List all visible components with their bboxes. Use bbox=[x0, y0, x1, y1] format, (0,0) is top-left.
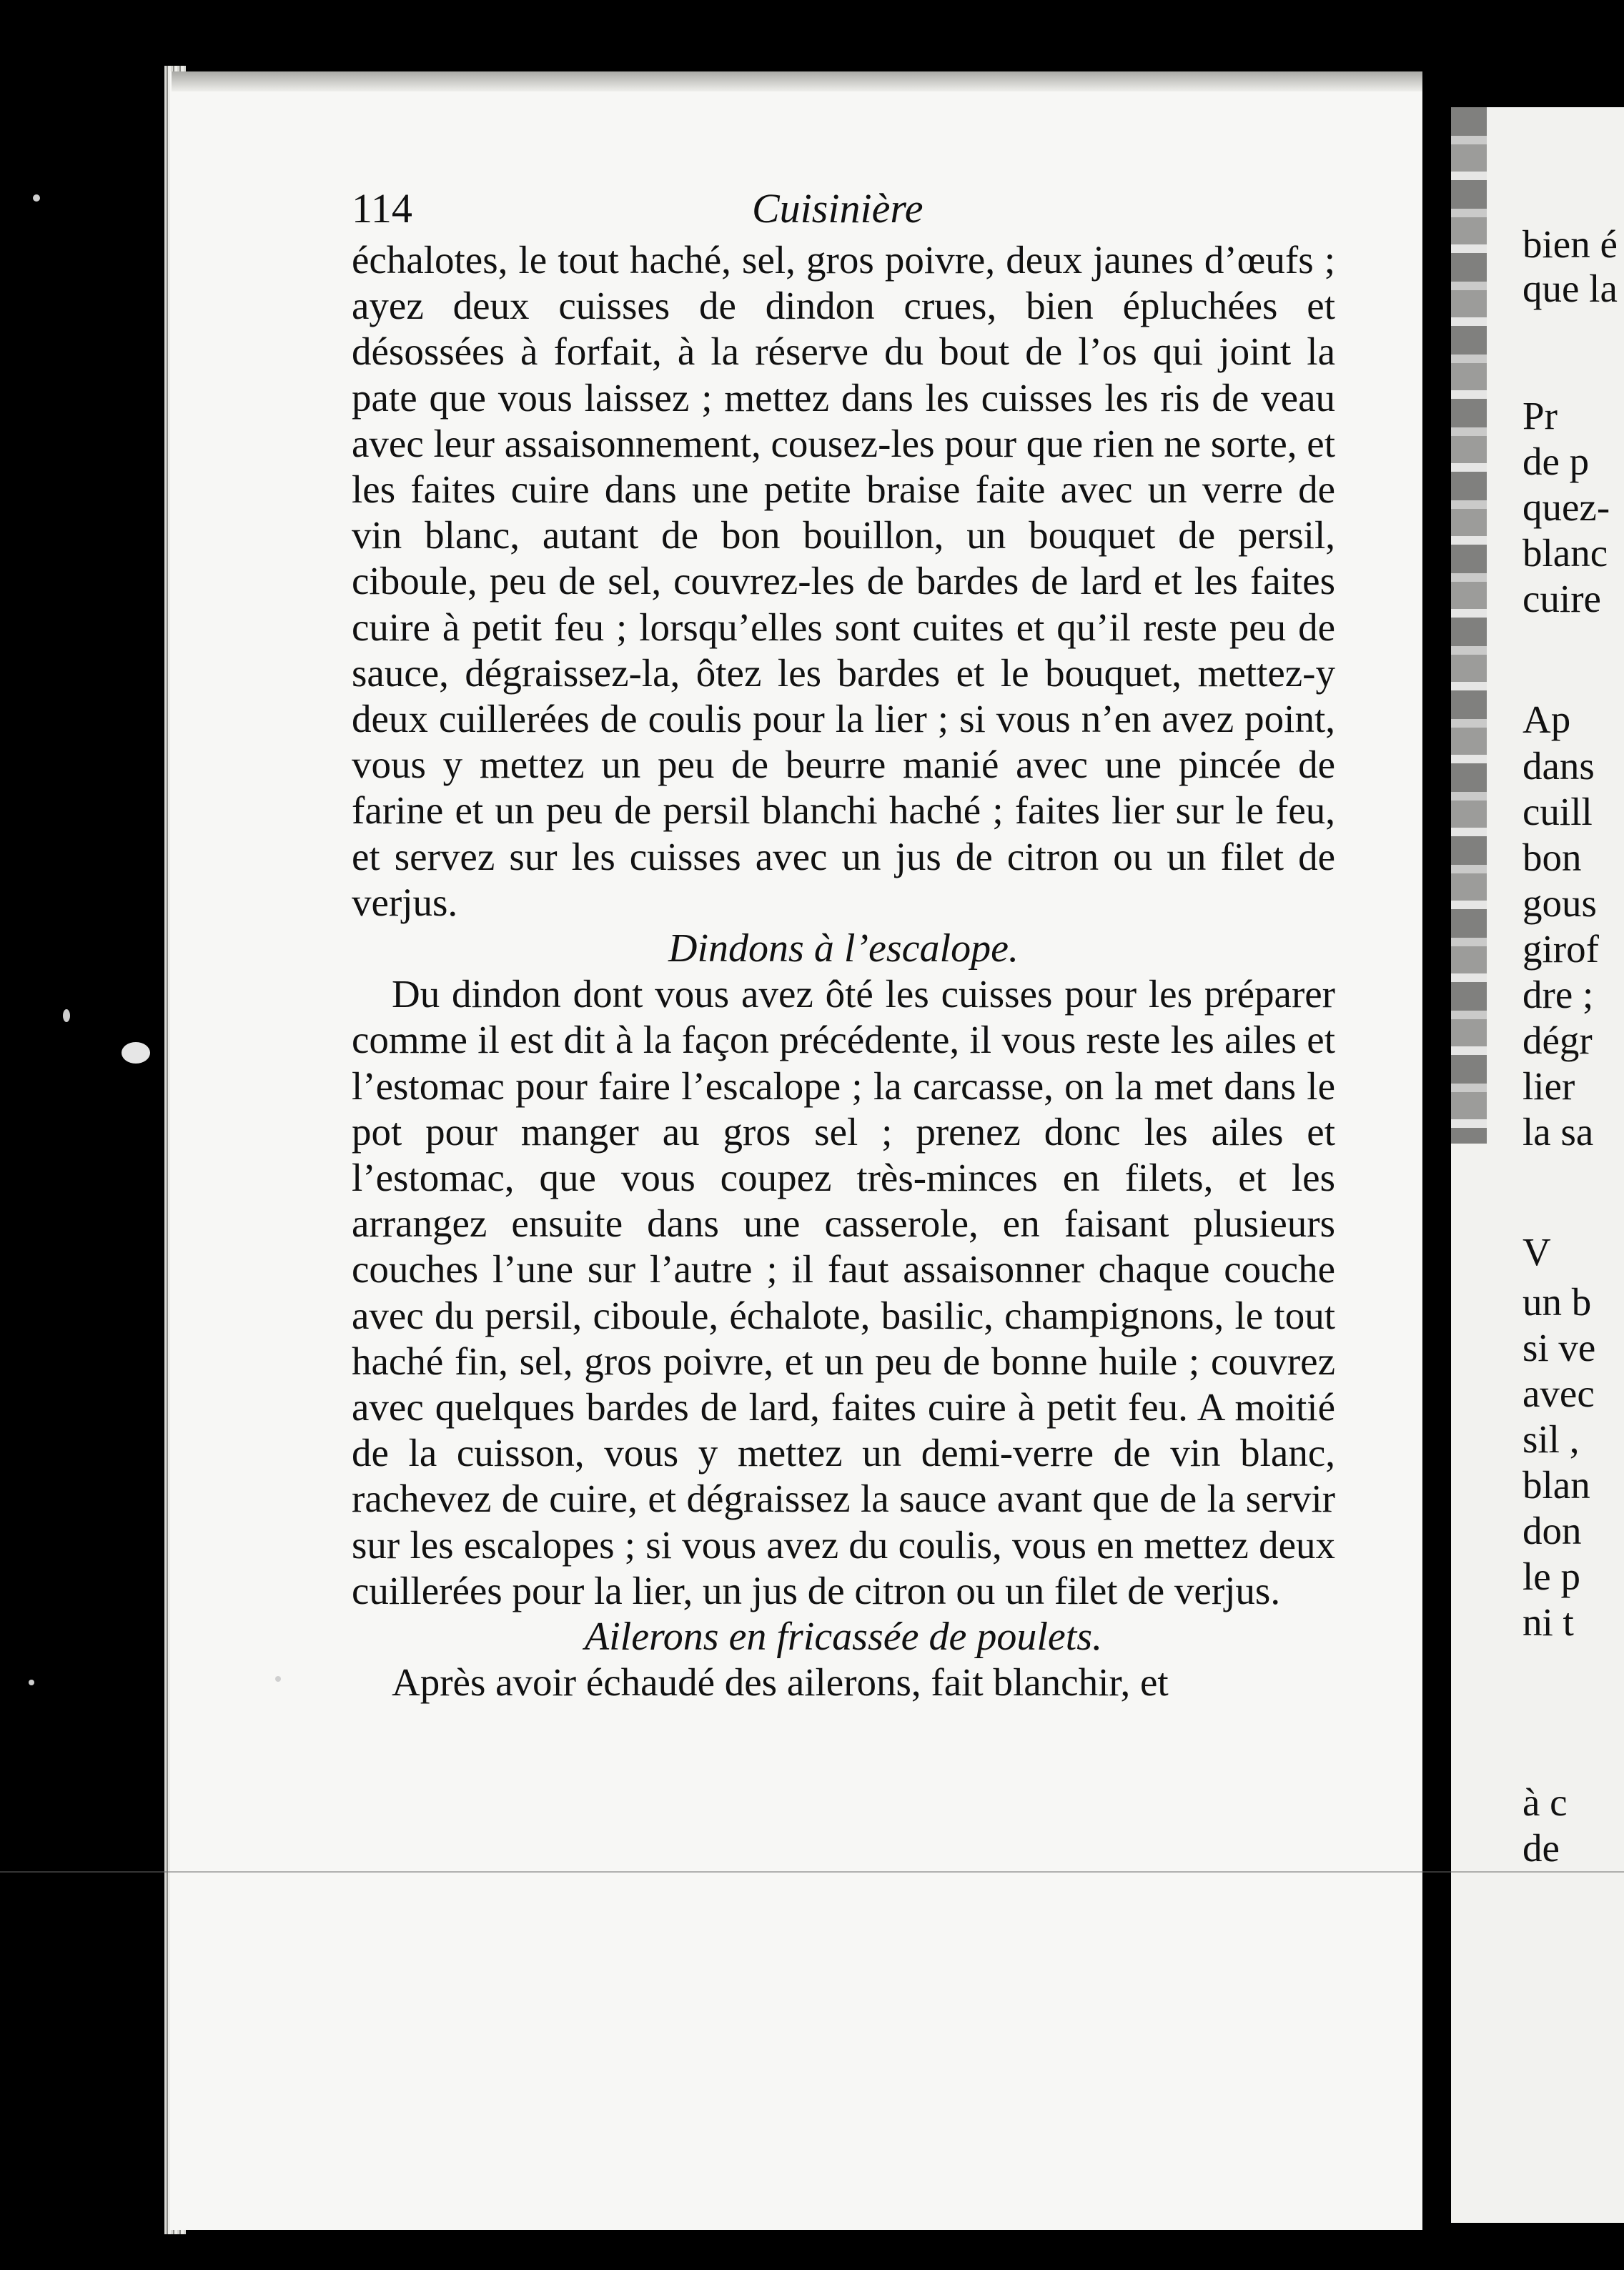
right-page-fragment: la sa bbox=[1522, 1110, 1594, 1154]
right-page-fragment: dégr bbox=[1522, 1018, 1593, 1062]
right-page-fragment: de bbox=[1522, 1826, 1560, 1870]
right-page-fragment: ni t bbox=[1522, 1600, 1574, 1644]
page-header bbox=[352, 184, 1335, 242]
section-heading-ailerons: Ailerons en fricassée de poulets. bbox=[584, 1615, 1103, 1660]
right-page-fragment: blanc bbox=[1522, 531, 1608, 575]
dust-speck bbox=[63, 1009, 70, 1022]
right-page-fragment: cuill bbox=[1522, 790, 1593, 833]
right-page-fragment: cuire bbox=[1522, 577, 1601, 620]
right-page-fragment: Ap bbox=[1522, 698, 1571, 741]
right-page-fragment: si ve bbox=[1522, 1326, 1596, 1369]
right-page-fragment: gous bbox=[1522, 881, 1597, 925]
page-top-edge bbox=[172, 71, 1422, 91]
torn-edge bbox=[1451, 107, 1487, 1144]
right-page-fragment: que la bbox=[1522, 267, 1618, 310]
right-page-fragment: bon bbox=[1522, 836, 1582, 879]
right-page-fragment: un b bbox=[1522, 1280, 1592, 1324]
right-page-fragment: blan bbox=[1522, 1463, 1590, 1507]
dust-speck bbox=[122, 1042, 150, 1064]
dust-speck bbox=[33, 194, 40, 202]
paragraph-ailerons: Après avoir échaudé des ailerons, fait blanchir, et bbox=[392, 1660, 1169, 1705]
paragraph-escalope: Du dindon dont vous avez ôté les cuisses pour les préparer comme il est dit à la façon précédente, il vous reste les ailes et l’estomac pour faire l’escalope ; la carcasse, on la met dans le pot pour manger au gros sel ; prenez donc les ailes et l’estomac, que vous coupez très-minces en filets, et les arrangez ensuite dans une casserole, en faisant plusieurs couches l’une sur l’autre ; il faut assaisonner chaque couche avec du persil, ciboule, échalote, basilic, champignons, le tout haché fin, sel, gros poivre, et un peu de bonne huile ; couvrez avec quelques bardes de lard, faites cuire à petit feu. A moitié de la cuisson, vous y mettez un demi-verre de vin blanc, rachevez de cuire, et dégraissez la sauce avant que de la servir sur les escalopes ; si vous avez du coulis, vous en mettez deux cuillerées pour la lier, un jus de citron ou un filet de verjus. bbox=[352, 972, 1335, 1612]
page-number: 114 bbox=[352, 185, 412, 232]
right-page-fragment: don bbox=[1522, 1509, 1582, 1552]
right-page-fragment: de p bbox=[1522, 440, 1590, 483]
right-page bbox=[1451, 107, 1624, 2223]
right-page-fragment: sil , bbox=[1522, 1417, 1580, 1461]
dust-speck bbox=[275, 1676, 281, 1682]
right-page-fragment: bien é bbox=[1522, 222, 1618, 266]
right-page-fragment: lier bbox=[1522, 1064, 1575, 1108]
paragraph-continuation: échalotes, le tout haché, sel, gros poivre, deux jaunes d’œufs ; ayez deux cuisses de dindon crues, bien épluchées et désossées à forfait, à la réserve du bout de l’os qui joint la pate que vous laissez ; mettez dans les cuisses les ris de veau avec leur assaisonnement, cousez-les pour que rien ne sorte, et les faites cuire dans une petite braise faite avec un verre de vin blanc, autant de bon bouillon, un bouquet de persil, ciboule, peu de sel, couvrez-les de bardes de lard et les faites cuire à petit feu ; lorsqu’elles sont cuites et qu’il reste peu de sauce, dégraissez-la, ôtez les bardes et le bouquet, mettez-y deux cuillerées de coulis pour la lier ; si vous n’en avez point, vous y mettez un peu de beurre manié avec une pincée de farine et un peu de persil blanchi haché ; faites lier sur le feu, et servez sur les cuisses avec un jus de citron ou un filet de verjus. bbox=[352, 238, 1335, 924]
right-page-fragment: Pr bbox=[1522, 394, 1558, 437]
section-heading-escalope: Dindons à l’escalope. bbox=[668, 926, 1019, 971]
page-body bbox=[352, 237, 1335, 1706]
right-page-fragment: dans bbox=[1522, 744, 1595, 788]
scan-line bbox=[0, 1871, 1624, 1873]
right-page-fragment: V bbox=[1522, 1230, 1551, 1274]
right-page-fragment: avec bbox=[1522, 1372, 1595, 1415]
right-page-fragment: quez- bbox=[1522, 485, 1610, 529]
right-page-fragment: à c bbox=[1522, 1780, 1568, 1824]
right-page-fragment: girof bbox=[1522, 927, 1599, 971]
running-head: Cuisinière bbox=[752, 185, 924, 232]
right-page-fragment: dre ; bbox=[1522, 973, 1594, 1016]
dust-speck bbox=[29, 1680, 34, 1685]
right-page-fragment: le p bbox=[1522, 1555, 1580, 1598]
